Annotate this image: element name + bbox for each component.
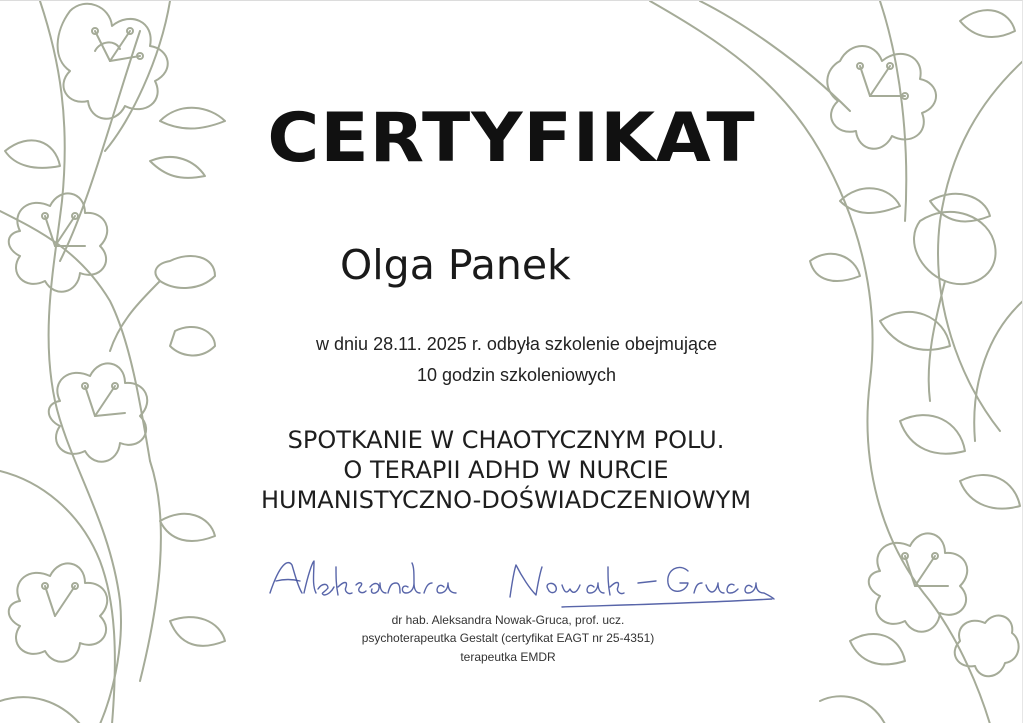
- course-title-line-3: HUMANISTYCZNO-DOŚWIADCZENIOWYM: [260, 486, 752, 514]
- handwritten-signature: [262, 553, 782, 613]
- course-title-line-1: SPOTKANIE W CHAOTYCZNYM POLU.: [287, 426, 725, 454]
- recipient-name: Olga Panek: [340, 241, 571, 289]
- statement-line-2: 10 godzin szkoleniowych: [416, 365, 617, 385]
- certificate-title: CERTYFIKAT: [267, 99, 756, 178]
- signatory-credential: psychoterapeutka Gestalt (certyfikat EAGT nr 25-4351): [361, 631, 655, 645]
- signatory-name: dr hab. Aleksandra Nowak-Gruca, prof. ucz.: [391, 613, 625, 627]
- signatory-specialization: terapeutka EMDR: [460, 650, 556, 664]
- statement-line-1: w dniu 28.11. 2025 r. odbyła szkolenie obejmujące: [316, 334, 717, 354]
- course-title-line-2: O TERAPII ADHD W NURCIE: [343, 456, 669, 484]
